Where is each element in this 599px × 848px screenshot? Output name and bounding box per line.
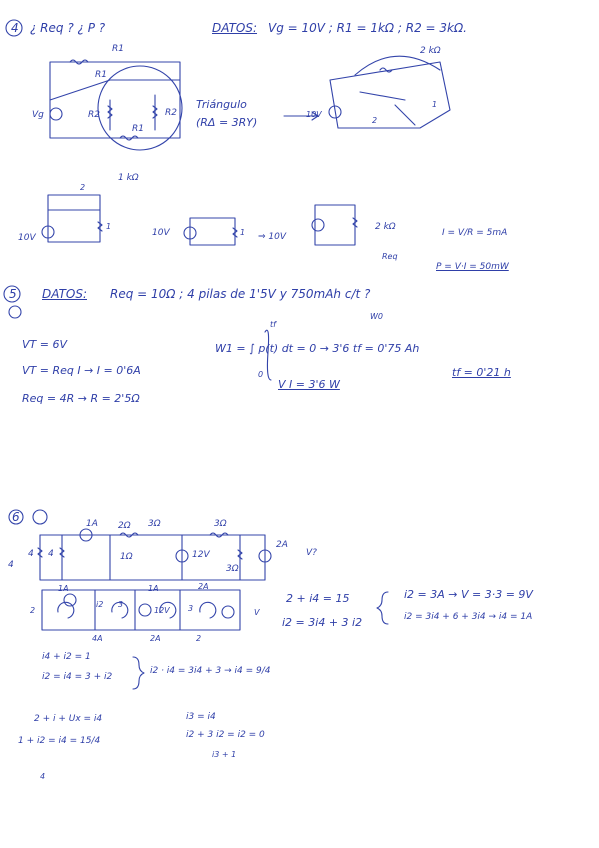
- p6-eq-res1: i2 = 3A → V = 3·3 = 9V: [404, 588, 533, 601]
- p6-v-question: V?: [306, 548, 317, 558]
- p6-eq5: i2 · i4 = 3i4 + 3 → i4 = 9/4: [150, 666, 271, 676]
- p6-bl-frac-bot: 4: [40, 772, 46, 781]
- p4-row2-mid-n: 1: [240, 228, 246, 237]
- p4-row2-top: 1 kΩ: [118, 173, 139, 183]
- p5-vt2: VT = Req I → I = 0'6A: [22, 364, 141, 377]
- p6-bl2: 1 + i2 = i4 = 15/4: [18, 736, 101, 746]
- p6-loop-label: 2: [30, 606, 36, 615]
- p4-right-circuit: [329, 56, 450, 128]
- p6-r-right: 3Ω: [226, 564, 239, 574]
- p6-eq1: 2 + i4 = 15: [286, 592, 350, 605]
- p4-row2-mid-src: 10V: [152, 228, 170, 238]
- p6-i-src: 2A: [276, 540, 288, 550]
- p4-current: I = V/R = 5mA: [442, 228, 508, 238]
- p4-row2-right: [312, 205, 357, 245]
- p6-loop-label: 2: [196, 634, 202, 643]
- p4-circuit: [50, 60, 182, 150]
- p5-w0: W0: [370, 312, 383, 321]
- p6-eq3: i4 + i2 = 1: [42, 652, 91, 662]
- p4-label-top-r: R1: [112, 44, 124, 54]
- p4-label-r3: R2: [165, 108, 177, 118]
- p4-label-r1: R1: [95, 70, 107, 80]
- p4-triangle-relation: (RΔ = 3RY): [196, 116, 258, 129]
- p4-row2-arrow: ⇒ 10V: [258, 232, 287, 242]
- p4-right-top: 2 kΩ: [420, 46, 441, 56]
- p6-r-top1: 2Ω: [118, 521, 131, 531]
- p6-eq-res2: i2 = 3i4 + 6 + 3i4 → i4 = 1A: [404, 612, 533, 622]
- p4-label-r2: R2: [88, 110, 100, 120]
- p5-tf: tf = 0'21 h: [452, 366, 511, 379]
- p6-loop-label: 2A: [198, 582, 209, 591]
- p4-label-rb: R1: [132, 124, 144, 134]
- p5-number: 5: [9, 287, 17, 301]
- p6-loop-label: i2: [96, 600, 104, 609]
- p6-loop-label: 3: [118, 600, 124, 609]
- p4-datos-heading: DATOS:: [212, 21, 258, 35]
- p5-vt: VT = 6V: [22, 338, 67, 351]
- p5-w1: W1 = ∫ p(t) dt = 0 → 3'6 tf = 0'75 Ah: [215, 342, 420, 355]
- p4-row2-n1: 1: [106, 222, 112, 231]
- p6-left-r: 4: [28, 549, 34, 559]
- p6-circuit-loops: [42, 590, 240, 630]
- p5-vi: V I = 3'6 W: [278, 378, 340, 391]
- integral-sign: [265, 330, 271, 380]
- p6-loop-label: 3: [188, 604, 194, 613]
- p6-mid-r: 1Ω: [120, 552, 133, 562]
- p4-triangle-note: Triángulo: [196, 98, 247, 111]
- p4-row2-req: 2 kΩ: [375, 222, 396, 232]
- p4-right-v: 10V: [306, 110, 322, 119]
- p6-loop-label: 2A: [150, 634, 161, 643]
- p5-datos-heading: DATOS:: [42, 287, 88, 301]
- p6-bl1: 2 + i + Ux = i4: [34, 714, 103, 724]
- p6-loop-label: 1A: [148, 584, 159, 593]
- p5-datos-values: Req = 10Ω ; 4 pilas de 1'5V y 750mAh c/t ?: [110, 287, 371, 301]
- p5-w1-lim-top: tf: [270, 320, 276, 329]
- p4-row2-left: [42, 195, 102, 242]
- p4-row2-mid: [184, 218, 237, 245]
- p4-label-vg: Vg: [32, 110, 44, 120]
- p6-left-node: 4: [8, 560, 14, 570]
- p4-datos-values: Vg = 10V ; R1 = 1kΩ ; R2 = 3kΩ.: [268, 21, 467, 35]
- p6-r-top2: 3Ω: [148, 519, 161, 529]
- p4-right-y: 2: [372, 116, 378, 125]
- p6-v-src: 12V: [192, 550, 210, 560]
- p4-row2-src: 10V: [18, 233, 36, 243]
- p6-bl4: i2 + 3 i2 = i2 = 0: [186, 730, 265, 740]
- p6-loop-label: 1A: [58, 584, 69, 593]
- p4-number: 4: [11, 21, 19, 35]
- brace-left: [133, 657, 144, 689]
- p4-row2-req-label: Req: [382, 252, 398, 261]
- brace-right: [377, 592, 388, 624]
- p4-question: ¿ Req ? ¿ P ?: [30, 21, 106, 35]
- p6-loop-label: 12V: [154, 606, 170, 615]
- p6-r-top3: 3Ω: [214, 519, 227, 529]
- p4-row2-n2: 2: [80, 183, 86, 192]
- p6-bl-sub: i3 + 1: [212, 750, 237, 759]
- p5-req: Req = 4R → R = 2'5Ω: [22, 392, 140, 405]
- p6-eq2: i2 = 3i4 + 3 i2: [282, 616, 363, 629]
- p4-power: P = V·I = 50mW: [436, 262, 509, 272]
- p6-src-top: 1A: [86, 519, 98, 529]
- p6-number: 6: [12, 510, 20, 524]
- p6-loop-label: V: [254, 608, 260, 617]
- p5-w1-lim-bot: 0: [258, 370, 264, 379]
- p4-right-mid: 1: [432, 100, 438, 109]
- p6-bl3: i3 = i4: [186, 712, 216, 722]
- p6-left-r2: 4: [48, 549, 54, 559]
- p6-eq4: i2 = i4 = 3 + i2: [42, 672, 113, 682]
- p6-loop-label: 4A: [92, 634, 103, 643]
